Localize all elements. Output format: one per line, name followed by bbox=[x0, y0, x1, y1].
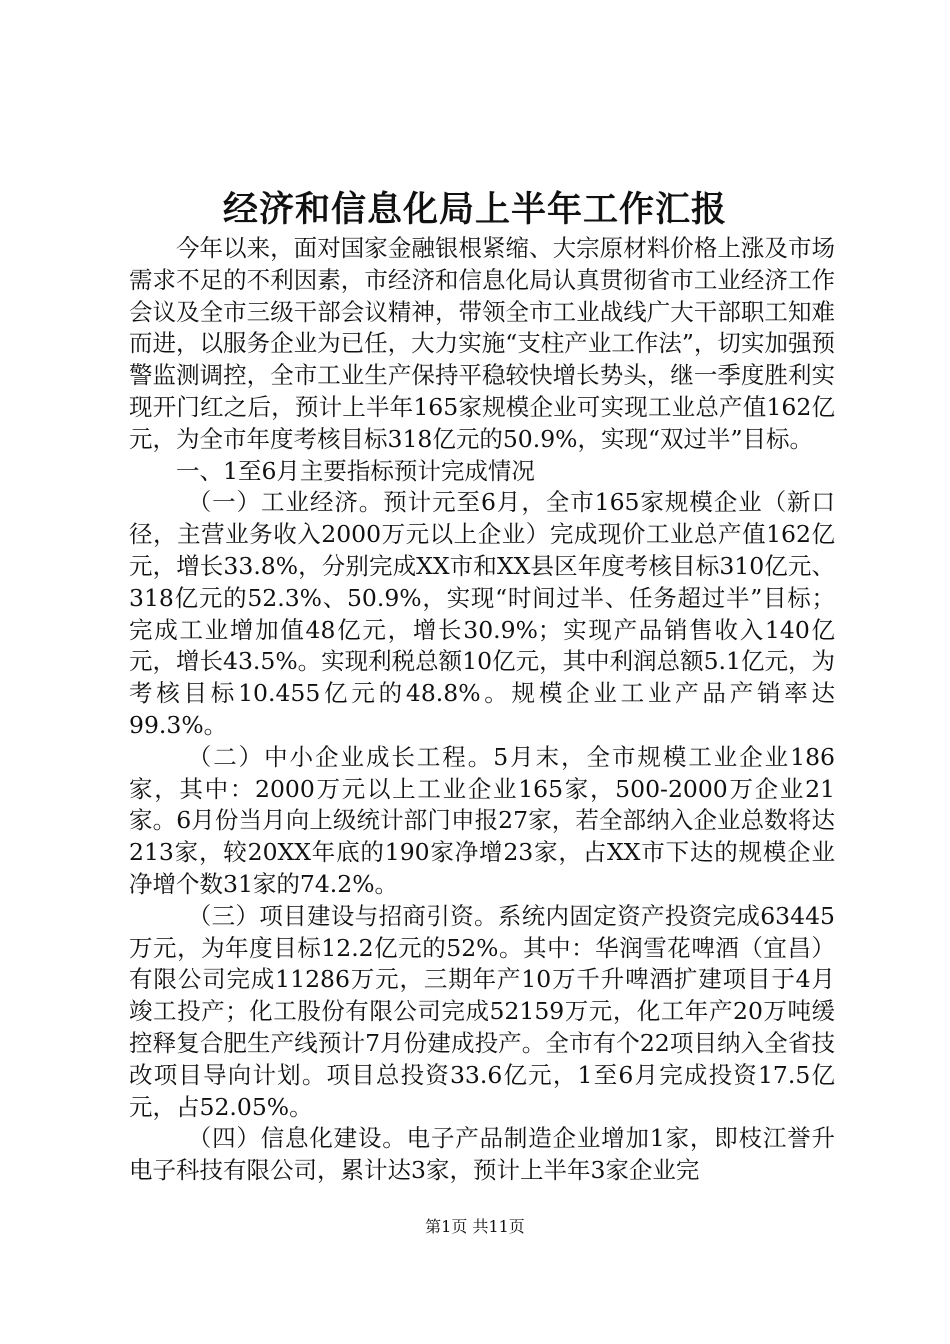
page-footer: 第1页 共11页 bbox=[425, 1217, 525, 1236]
document-title: 经济和信息化局上半年工作汇报 bbox=[222, 189, 727, 230]
paragraph-sme-growth: （二）中小企业成长工程。5月末，全市规模工业企业186家，其中：2000万元以上工业企业165家，500-2000万企业21家。6月份当月向上级统计部门申报27家，若全部纳入企业总数将达213家，较20XX年底的190家净增23家，占XX市下达的规模企业净增个数31家的74.2%。 bbox=[129, 742, 835, 898]
document-body bbox=[129, 233, 835, 1187]
paragraph-project-investment: （三）项目建设与招商引资。系统内固定资产投资完成63445万元，为年度目标12.2亿元的52%。其中：华润雪花啤酒（宜昌）有限公司完成11286万元，三期年产10万千升啤酒扩建项目于4月竣工投产；化工股份有限公司完成52159万元，化工年产20万吨缓控释复合肥生产线预计7月份建成投产。全市有个22项目纳入全省技改项目导向计划。项目总投资33.6亿元，1至6月完成投资17.5亿元，占52.05%。 bbox=[129, 901, 835, 1121]
paragraph-industrial-economy: （一）工业经济。预计元至6月，全市165家规模企业（新口径，主营业务收入2000万元以上企业）完成现价工业总产值162亿元，增长33.8%，分别完成XX市和XX县区年度考核目标310亿元、318亿元的52.3%、50.9%，实现“时间过半、任务超过半”目标；完成工业增加值48亿元，增长30.9%；实现产品销售收入140亿元，增长43.5%。实现利税总额10亿元，其中利润总额5.1亿元，为考核目标10.455亿元的48.8%。规模企业工业产品产销率达99.3%。 bbox=[129, 488, 835, 739]
section-heading-1: 一、1至6月主要指标预计完成情况 bbox=[176, 456, 535, 485]
paragraph-intro: 今年以来，面对国家金融银根紧缩、大宗原材料价格上涨及市场需求不足的不利因素，市经济和信息化局认真贯彻省市工业经济工作会议及全市三级干部会议精神，带领全市工业战线广大干部职工知难而进，以服务企业为已任，大力实施“支柱产业工作法”，切实加强预警监测调控，全市工业生产保持平稳较快增长势头，继一季度胜利实现开门红之后，预计上半年165家规模企业可实现工业总产值162亿元，为全市年度考核目标318亿元的50.9%，实现“双过半”目标。 bbox=[129, 234, 835, 453]
paragraph-informatization: （四）信息化建设。电子产品制造企业增加1家，即枝江誉升电子科技有限公司，累计达3家，预计上半年3家企业完 bbox=[129, 1124, 835, 1185]
